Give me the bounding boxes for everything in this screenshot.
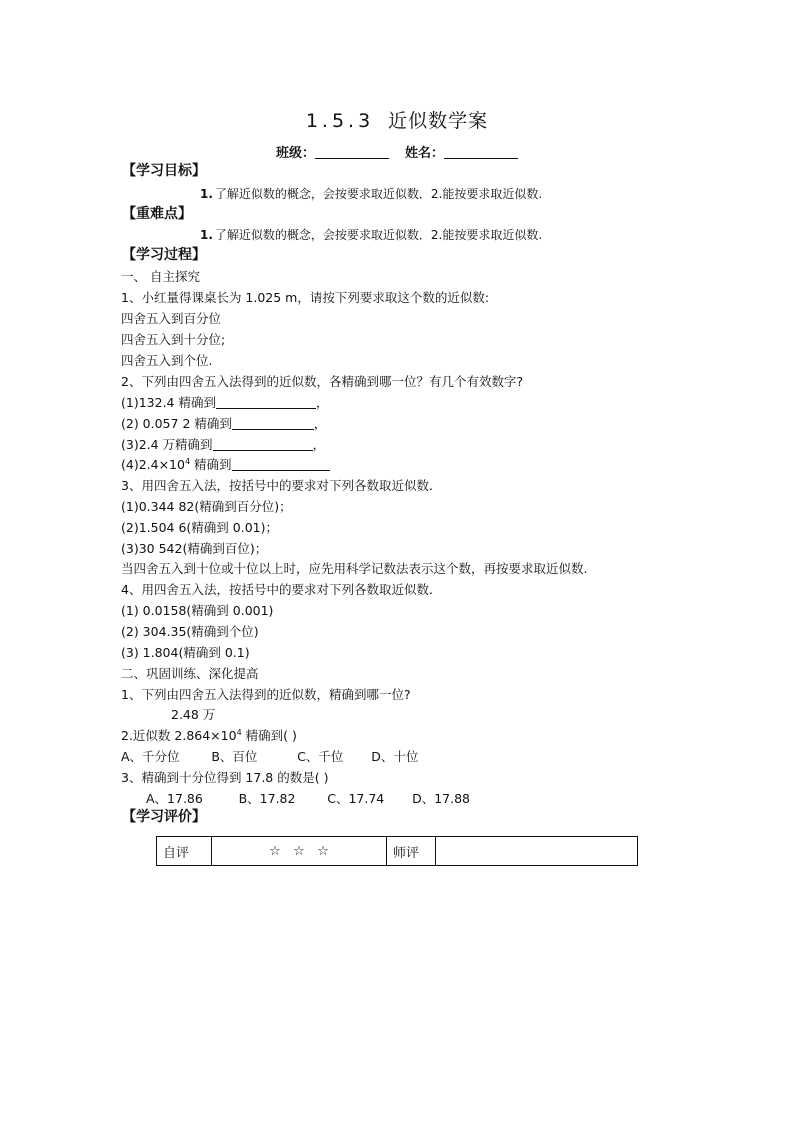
q2c-text: (3)2.4 万精确到 (121, 437, 213, 452)
part1-note: 当四舍五入到十位或十位以上时，应先用科学记数法表示这个数，再按要求取近似数. (121, 561, 588, 576)
part1-q2: 2、下列由四舍五入法得到的近似数，各精确到哪一位？有几个有效数字? (121, 374, 524, 389)
part2-q1: 1、下列由四舍五入法得到的近似数，精确到哪一位? (121, 687, 411, 702)
table-row (157, 837, 638, 866)
title-number: 1.5.3 (305, 110, 375, 132)
section-evaluation-heading: 【学习评价】 (122, 809, 206, 825)
part1-q1b: 四舍五入到十分位; (121, 332, 226, 347)
evaluation-table (156, 836, 638, 866)
part1-q4a: (1) 0.0158(精确到 0.001) (121, 603, 274, 618)
part1-q1: 1、小红量得课桌长为 1.025 m，请按下列要求取这个数的近似数: (121, 290, 490, 305)
part1-q1c: 四舍五入到个位. (121, 353, 213, 368)
part1-q3c: (3)30 542(精确到百位)； (121, 541, 268, 556)
q2a-blank[interactable] (216, 396, 316, 409)
star-rating[interactable]: ☆ ☆ ☆ (212, 837, 387, 866)
title-text: 近似数学案 (388, 110, 489, 132)
teacher-eval-label: 师评 (387, 837, 436, 866)
goals-text (200, 185, 542, 202)
q2c-blank[interactable] (213, 438, 313, 451)
self-eval-label: 自评 (157, 837, 212, 866)
name-label: 姓名： (405, 146, 445, 161)
part2-q3: 3、精确到十分位得到 17.8 的数是( ) (121, 770, 329, 785)
part2-q3-options: A、17.86 B、17.82 C、17.74 D、17.88 (146, 791, 470, 806)
q2d-exponent: 4 (184, 456, 191, 466)
part2-q2 (121, 726, 297, 744)
goals-number: 1. (200, 187, 213, 201)
section-key-heading: 【重难点】 (122, 206, 192, 222)
class-label: 班级： (275, 146, 315, 161)
part1-heading: 一、 自主探究 (121, 269, 200, 284)
page-title (0, 106, 794, 133)
name-blank[interactable] (444, 146, 518, 159)
part1-q2c (121, 435, 325, 453)
q2-text-post: 精确到( ) (241, 728, 297, 743)
part2-heading: 二、巩固训练、深化提高 (121, 666, 259, 681)
q2-exponent: 4 (236, 727, 242, 737)
part1-q3: 3、用四舍五入法，按括号中的要求对下列各数取近似数. (121, 478, 433, 493)
key-text (200, 226, 542, 243)
teacher-eval-field[interactable] (436, 837, 638, 866)
q2b-comma: ， (313, 416, 327, 431)
part1-q3a: (1)0.344 82(精确到百分位)； (121, 499, 292, 514)
q2-text: 2.近似数 2.864×10 (121, 728, 237, 743)
part1-q2d (121, 455, 330, 473)
class-blank[interactable] (315, 146, 389, 159)
part1-q2b (121, 414, 326, 432)
part1-q3b: (2)1.504 6(精确到 0.01)； (121, 520, 278, 535)
section-process-heading: 【学习过程】 (122, 247, 206, 263)
q2a-comma: ， (315, 395, 329, 410)
q2b-text: (2) 0.057 2 精确到 (121, 416, 232, 431)
q2a-text: (1)132.4 精确到 (121, 395, 216, 410)
q2d-text: (4)2.4×10 (121, 457, 185, 472)
section-goals-heading: 【学习目标】 (122, 163, 206, 179)
part2-q2-options: A、千分位 B、百位 C、千位 D、十位 (121, 749, 419, 764)
goals-body: 了解近似数的概念，会按要求取近似数．2.能按要求取近似数. (214, 187, 543, 201)
class-name-line (0, 142, 794, 161)
key-body: 了解近似数的概念，会按要求取近似数．2.能按要求取近似数. (214, 228, 543, 242)
part2-q1a: 2.48 万 (171, 707, 216, 722)
part1-q4: 4、用四舍五入法，按括号中的要求对下列各数取近似数. (121, 582, 433, 597)
q2c-comma: ， (312, 437, 326, 452)
part1-q4b: (2) 304.35(精确到个位) (121, 624, 259, 639)
q2b-blank[interactable] (232, 417, 314, 430)
part1-q2a (121, 393, 328, 411)
q2d-text-post: 精确到 (190, 457, 232, 472)
key-number: 1. (200, 228, 213, 242)
part1-q4c: (3) 1.804(精确到 0.1) (121, 645, 250, 660)
part1-q1a: 四舍五入到百分位 (121, 311, 222, 326)
q2d-blank[interactable] (232, 458, 330, 471)
